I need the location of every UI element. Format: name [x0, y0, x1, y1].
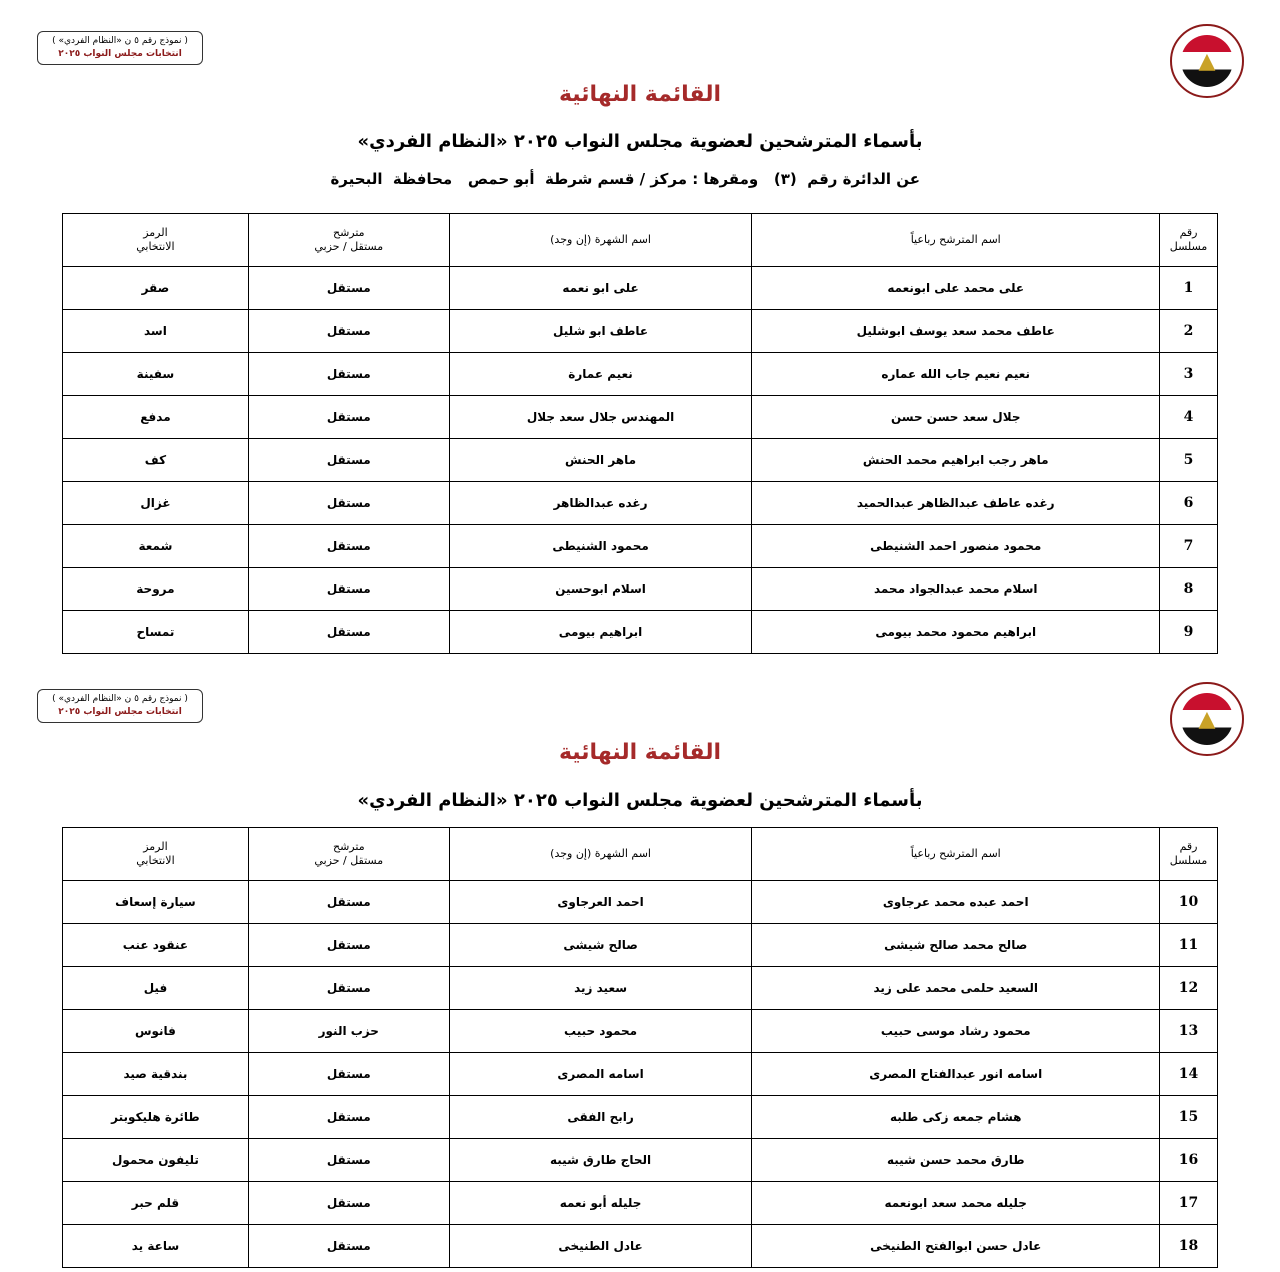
cell-symbol: بندقية صيد [63, 1053, 249, 1096]
cell-type: مستقل [248, 1182, 449, 1225]
cell-type: مستقل [248, 525, 449, 568]
page-title: القائمة النهائية [558, 82, 722, 107]
cell-nickname: عادل الطنيخى [449, 1225, 752, 1268]
eagle-icon: ▲ [1181, 693, 1233, 745]
cell-num: 14 [1160, 1053, 1218, 1096]
cell-type: مستقل [248, 881, 449, 924]
cell-name: عادل حسن ابوالفتح الطنيخى [752, 1225, 1160, 1268]
form-label-line2: انتخابات مجلس النواب ٢٠٢٥ [58, 707, 182, 717]
cell-name: اسامه انور عبدالفتاح المصرى [752, 1053, 1160, 1096]
cell-name: هشام جمعه زكى طلبه [752, 1096, 1160, 1139]
cell-type: مستقل [248, 1139, 449, 1182]
cell-type: مستقل [248, 611, 449, 654]
cell-name: ماهر رجب ابراهيم محمد الحنش [752, 439, 1160, 482]
table-row [63, 611, 1218, 654]
cell-num: 12 [1160, 967, 1218, 1010]
cell-num: 8 [1160, 568, 1218, 611]
cell-name: صالح محمد صالح شيشى [752, 924, 1160, 967]
cell-name: السعيد حلمى محمد على زيد [752, 967, 1160, 1010]
cell-num: 9 [1160, 611, 1218, 654]
cell-num: 15 [1160, 1096, 1218, 1139]
cell-symbol: ساعة يد [63, 1225, 249, 1268]
cell-num: 16 [1160, 1139, 1218, 1182]
header-nickname: اسم الشهرة (إن وجد) [449, 828, 752, 881]
page-title: القائمة النهائية [558, 740, 722, 765]
cell-nickname: احمد العرجاوى [449, 881, 752, 924]
cell-symbol: مروحة [63, 568, 249, 611]
cell-num: 10 [1160, 881, 1218, 924]
cell-nickname: رابح الفقى [449, 1096, 752, 1139]
candidates-table-1 [62, 213, 1218, 654]
cell-nickname: محمود حبيب [449, 1010, 752, 1053]
header-row [63, 828, 1218, 881]
table-row [63, 353, 1218, 396]
cell-nickname: جليله أبو نعمه [449, 1182, 752, 1225]
cell-nickname: الحاج طارق شيبه [449, 1139, 752, 1182]
cell-num: 6 [1160, 482, 1218, 525]
table-row [63, 924, 1218, 967]
cell-symbol: اسد [63, 310, 249, 353]
cell-symbol: سفينة [63, 353, 249, 396]
table-row [63, 1182, 1218, 1225]
cell-symbol: عنقود عنب [63, 924, 249, 967]
cell-nickname: نعيم عمارة [449, 353, 752, 396]
table-row [63, 1010, 1218, 1053]
cell-num: 4 [1160, 396, 1218, 439]
table-row [63, 568, 1218, 611]
eagle-icon: ▲ [1181, 35, 1233, 87]
cell-nickname: رغده عبدالظاهر [449, 482, 752, 525]
cell-nickname: اسلام ابوحسين [449, 568, 752, 611]
cell-nickname: ماهر الحنش [449, 439, 752, 482]
cell-type: مستقل [248, 267, 449, 310]
table-row [63, 881, 1218, 924]
page-subtitle: بأسماء المترشحين لعضوية مجلس النواب ٢٠٢٥ «النظام الفردي» [357, 790, 923, 811]
cell-symbol: طائرة هليكوبتر [63, 1096, 249, 1139]
cell-symbol: غزال [63, 482, 249, 525]
cell-type: مستقل [248, 967, 449, 1010]
table-row [63, 310, 1218, 353]
table-row [63, 396, 1218, 439]
cell-symbol: قلم حبر [63, 1182, 249, 1225]
form-label-line1: ( نموذج رقم ٥ ن «النظام الفردي» ) [52, 36, 188, 46]
cell-type: مستقل [248, 1053, 449, 1096]
cell-symbol: كف [63, 439, 249, 482]
cell-num: 2 [1160, 310, 1218, 353]
cell-num: 18 [1160, 1225, 1218, 1268]
table-row [63, 1225, 1218, 1268]
table-row [63, 1053, 1218, 1096]
cell-num: 17 [1160, 1182, 1218, 1225]
cell-type: مستقل [248, 396, 449, 439]
cell-symbol: تمساح [63, 611, 249, 654]
cell-symbol: مدفع [63, 396, 249, 439]
cell-nickname: صالح شيشى [449, 924, 752, 967]
cell-nickname: عاطف ابو شليل [449, 310, 752, 353]
cell-type: مستقل [248, 924, 449, 967]
cell-name: احمد عبده محمد عرجاوى [752, 881, 1160, 924]
cell-num: 3 [1160, 353, 1218, 396]
cell-name: طارق محمد حسن شيبه [752, 1139, 1160, 1182]
candidates-table-2 [62, 827, 1218, 1268]
cell-type: حزب النور [248, 1010, 449, 1053]
cell-nickname: سعيد زيد [449, 967, 752, 1010]
table-row [63, 439, 1218, 482]
cell-symbol: شمعة [63, 525, 249, 568]
cell-type: مستقل [248, 1225, 449, 1268]
table-row [63, 482, 1218, 525]
page-subtitle: بأسماء المترشحين لعضوية مجلس النواب ٢٠٢٥ «النظام الفردي» [357, 131, 923, 152]
cell-name: عاطف محمد سعد يوسف ابوشليل [752, 310, 1160, 353]
cell-name: رغده عاطف عبدالظاهر عبدالحميد [752, 482, 1160, 525]
header-symbol: الرمز الانتخابي [63, 828, 249, 881]
table-row [63, 267, 1218, 310]
cell-name: على محمد على ابونعمه [752, 267, 1160, 310]
cell-num: 1 [1160, 267, 1218, 310]
header-nickname: اسم الشهرة (إن وجد) [449, 214, 752, 267]
cell-nickname: اسامه المصرى [449, 1053, 752, 1096]
cell-symbol: فانوس [63, 1010, 249, 1053]
cell-symbol: سيارة إسعاف [63, 881, 249, 924]
cell-num: 5 [1160, 439, 1218, 482]
table-row [63, 525, 1218, 568]
cell-name: جليله محمد سعد ابونعمه [752, 1182, 1160, 1225]
cell-name: اسلام محمد عبدالجواد محمد [752, 568, 1160, 611]
cell-symbol: فيل [63, 967, 249, 1010]
table-row [63, 967, 1218, 1010]
header-num: رقم مسلسل [1160, 214, 1218, 267]
cell-num: 7 [1160, 525, 1218, 568]
header-symbol: الرمز الانتخابي [63, 214, 249, 267]
header-name: اسم المترشح رباعياً [752, 214, 1160, 267]
header-name: اسم المترشح رباعياً [752, 828, 1160, 881]
cell-type: مستقل [248, 1096, 449, 1139]
district-line: عن الدائرة رقم (٣) ومقرها : مركز / قسم شرطة أبو حمص محافظة البحيرة [330, 170, 920, 188]
cell-name: نعيم نعيم جاب الله عماره [752, 353, 1160, 396]
cell-nickname: على ابو نعمه [449, 267, 752, 310]
cell-name: محمود رشاد موسى حبيب [752, 1010, 1160, 1053]
cell-symbol: تليفون محمول [63, 1139, 249, 1182]
form-label-box [37, 31, 203, 65]
form-label-line1: ( نموذج رقم ٥ ن «النظام الفردي» ) [52, 694, 188, 704]
cell-num: 13 [1160, 1010, 1218, 1053]
cell-type: مستقل [248, 353, 449, 396]
cell-name: ابراهيم محمود محمد بيومى [752, 611, 1160, 654]
table-row [63, 1096, 1218, 1139]
cell-nickname: ابراهيم بيومى [449, 611, 752, 654]
cell-type: مستقل [248, 568, 449, 611]
cell-type: مستقل [248, 310, 449, 353]
cell-name: محمود منصور احمد الشنيطى [752, 525, 1160, 568]
header-num: رقم مسلسل [1160, 828, 1218, 881]
header-row [63, 214, 1218, 267]
cell-name: جلال سعد حسن حسن [752, 396, 1160, 439]
form-label-line2: انتخابات مجلس النواب ٢٠٢٥ [58, 49, 182, 59]
cell-type: مستقل [248, 482, 449, 525]
header-type: مترشح مستقل / حزبي [248, 828, 449, 881]
cell-num: 11 [1160, 924, 1218, 967]
header-type: مترشح مستقل / حزبي [248, 214, 449, 267]
form-label-box [37, 689, 203, 723]
cell-nickname: المهندس جلال سعد جلال [449, 396, 752, 439]
table-row [63, 1139, 1218, 1182]
cell-symbol: صقر [63, 267, 249, 310]
cell-type: مستقل [248, 439, 449, 482]
cell-nickname: محمود الشنيطى [449, 525, 752, 568]
